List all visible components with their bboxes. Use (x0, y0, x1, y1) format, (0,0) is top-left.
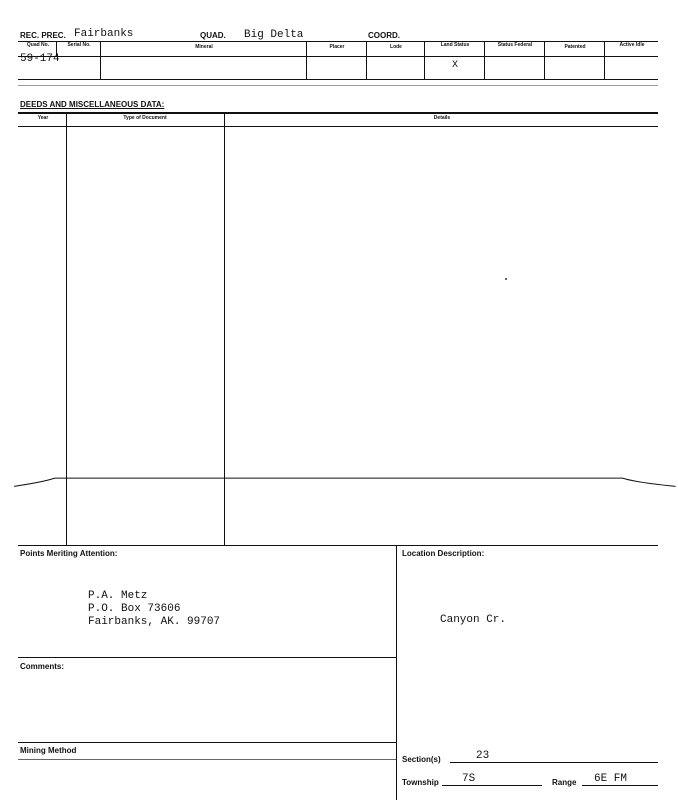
quad-no-header: Quad No. (26, 42, 50, 48)
land-status-value[interactable]: X (452, 60, 459, 71)
township-label: Township (402, 778, 439, 787)
points-meriting-text[interactable] (88, 590, 220, 629)
rec-prec-value[interactable]: Fairbanks (74, 28, 134, 40)
contact-name: P.A. Metz (88, 590, 148, 602)
contact-address: P.O. Box 73606 (88, 603, 181, 615)
township-value[interactable]: 7S (462, 773, 476, 785)
mineral-header: Mineral (195, 44, 213, 50)
section-label: Section(s) (402, 755, 441, 764)
comments-label: Comments: (20, 662, 65, 671)
serial-no-header: Serial No. (67, 42, 91, 48)
active-idle-header: Active Idle (619, 42, 645, 48)
mining-method-label: Mining Method (20, 746, 77, 755)
placer-header: Placer (329, 44, 345, 50)
land-status-header: Land Status (440, 42, 470, 48)
quad-no-value[interactable]: 59-174 (20, 53, 60, 65)
details-header: Details (433, 115, 451, 121)
mining-method-area[interactable] (20, 760, 392, 796)
quad-value[interactable]: Big Delta (244, 29, 304, 41)
lode-header: Lode (390, 44, 402, 50)
coord-label: COORD. (368, 31, 400, 40)
comments-area[interactable] (20, 676, 392, 736)
location-description-value[interactable]: Canyon Cr. (440, 614, 507, 626)
points-meriting-label: Points Meriting Attention: (20, 549, 118, 558)
deeds-section-title: DEEDS AND MISCELLANEOUS DATA: (20, 100, 165, 109)
quad-label: QUAD. (200, 31, 226, 40)
type-of-document-header: Type of Document (123, 115, 167, 121)
patented-header: Patented (564, 44, 586, 50)
year-header: Year (37, 115, 49, 121)
section-value[interactable]: 23 (476, 750, 490, 762)
range-value[interactable]: 6E FM (594, 773, 628, 785)
contact-city: Fairbanks, AK. 99707 (88, 616, 221, 628)
continuation-line (14, 470, 678, 490)
status-federal-header: Status Federal (497, 42, 533, 48)
rec-prec-label: REC. PREC. (20, 31, 66, 40)
location-description-label: Location Description: (402, 549, 485, 558)
header-rule (18, 41, 658, 42)
scan-speck (505, 278, 507, 280)
range-label: Range (552, 778, 577, 787)
